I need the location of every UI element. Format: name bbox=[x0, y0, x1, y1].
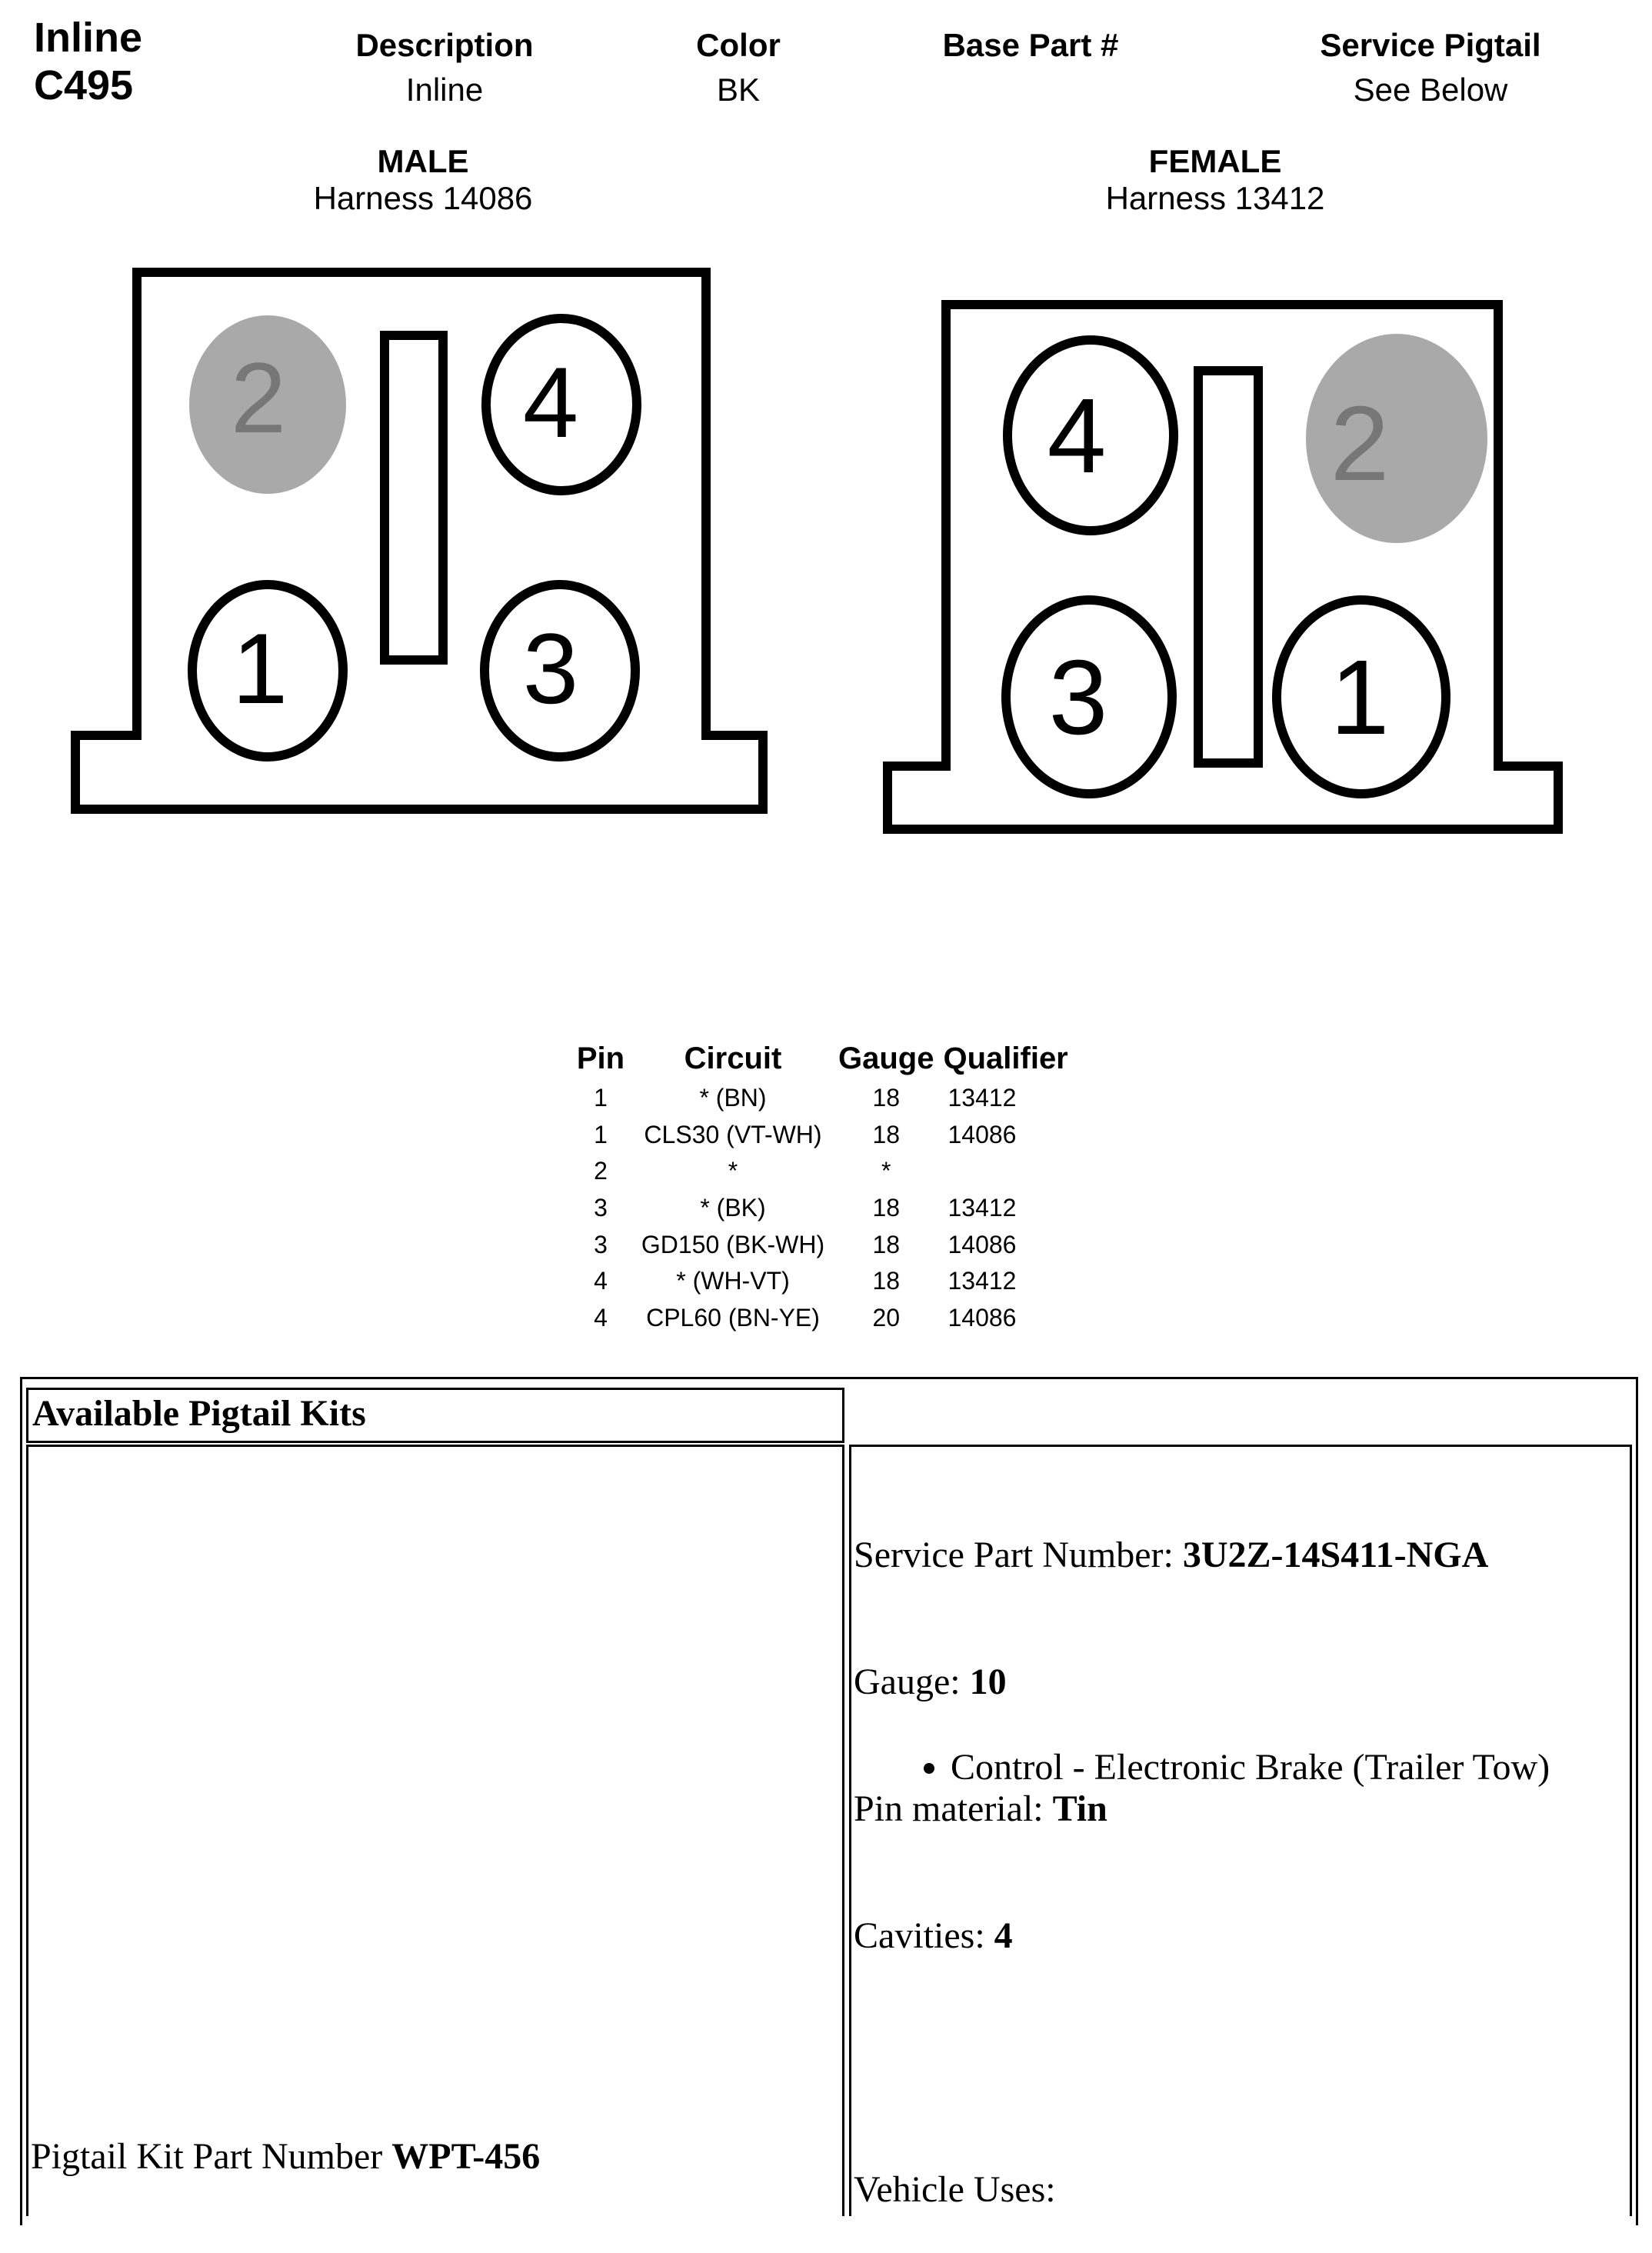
qualifier-header: Qualifier bbox=[943, 1041, 1068, 1075]
pin-cell: 1 bbox=[594, 1084, 608, 1112]
table-row bbox=[569, 1300, 1073, 1337]
gauge-value: 10 bbox=[969, 1661, 1007, 1702]
gauge-cell: 18 bbox=[872, 1084, 901, 1112]
circuit-cell: * (BN) bbox=[699, 1084, 767, 1112]
gauge-cell: 18 bbox=[872, 1120, 901, 1148]
pigtail-section-title: Available Pigtail Kits bbox=[32, 1393, 366, 1434]
connector-title bbox=[34, 14, 142, 109]
circuit-cell: * (WH-VT) bbox=[676, 1267, 790, 1295]
header-base-part bbox=[908, 23, 1154, 68]
header-service-pigtail bbox=[1277, 23, 1584, 112]
qualifier-cell: 14086 bbox=[948, 1303, 1017, 1331]
male-header bbox=[269, 143, 577, 217]
description-value: Inline bbox=[405, 72, 484, 108]
table-row bbox=[569, 1190, 1073, 1227]
connector-id: C495 bbox=[34, 62, 134, 108]
female-title: FEMALE bbox=[1148, 143, 1282, 179]
kit-value: WPT-456 bbox=[391, 2136, 541, 2177]
pin-cell: 4 bbox=[594, 1303, 608, 1331]
male-harness: Harness 14086 bbox=[313, 180, 533, 216]
service-part-line bbox=[854, 1534, 1488, 1576]
cavities-line bbox=[854, 1915, 1488, 1957]
gauge-line bbox=[854, 1661, 1488, 1703]
circuit-header: Circuit bbox=[684, 1041, 782, 1075]
description-label: Description bbox=[355, 27, 534, 63]
male-pin-label-3: 3 bbox=[522, 612, 579, 725]
header-description bbox=[329, 23, 560, 112]
pin-table bbox=[569, 1037, 1073, 1336]
male-pin-label-2: 2 bbox=[230, 342, 287, 454]
qualifier-cell: 13412 bbox=[948, 1194, 1017, 1222]
table-row bbox=[569, 1153, 1073, 1190]
gauge-header: Gauge bbox=[838, 1041, 934, 1075]
female-pin-label-4: 4 bbox=[1047, 377, 1107, 495]
gauge-cell: 20 bbox=[872, 1303, 901, 1331]
circuit-cell: CLS30 (VT-WH) bbox=[644, 1120, 822, 1148]
pin-material-value: Tin bbox=[1052, 1788, 1107, 1829]
vehicle-uses-list bbox=[915, 1746, 1550, 1788]
pigtail-details bbox=[854, 1449, 1488, 2253]
pigtail-kit-part-number bbox=[31, 2134, 540, 2180]
male-pin-label-1: 1 bbox=[231, 612, 288, 725]
female-pin-label-3: 3 bbox=[1048, 638, 1108, 757]
female-pin-label-2: 2 bbox=[1330, 385, 1390, 503]
pin-table-header bbox=[569, 1037, 1073, 1080]
color-label: Color bbox=[696, 27, 781, 63]
pin-header: Pin bbox=[576, 1041, 625, 1075]
cavities-value: 4 bbox=[994, 1915, 1013, 1956]
pin-material-line bbox=[854, 1788, 1488, 1830]
cavities-label: Cavities: bbox=[854, 1915, 994, 1956]
pin-cell: 3 bbox=[594, 1194, 608, 1222]
service-part-value: 3U2Z-14S411-NGA bbox=[1182, 1535, 1489, 1575]
base-part-label: Base Part # bbox=[942, 27, 1119, 63]
male-key-slot bbox=[385, 335, 443, 660]
pin-cell: 2 bbox=[594, 1157, 608, 1185]
header-color bbox=[661, 23, 815, 112]
pin-material-label: Pin material: bbox=[854, 1788, 1053, 1829]
table-row bbox=[569, 1226, 1073, 1263]
female-harness: Harness 13412 bbox=[1105, 180, 1325, 216]
table-row bbox=[569, 1117, 1073, 1154]
gauge-cell: 18 bbox=[872, 1230, 901, 1258]
male-connector-diagram bbox=[0, 231, 815, 831]
pigtail-kit-cell bbox=[26, 1445, 844, 2216]
qualifier-cell: 14086 bbox=[948, 1230, 1017, 1258]
qualifier-cell: 13412 bbox=[948, 1267, 1017, 1295]
service-part-label: Service Part Number: bbox=[854, 1535, 1183, 1575]
female-header bbox=[1061, 143, 1369, 217]
table-row bbox=[569, 1263, 1073, 1300]
circuit-cell: * (BK) bbox=[700, 1194, 766, 1222]
table-row bbox=[569, 1080, 1073, 1117]
qualifier-cell bbox=[938, 1153, 1072, 1190]
gauge-cell: 18 bbox=[872, 1194, 901, 1222]
kit-label: Pigtail Kit Part Number bbox=[31, 2136, 392, 2177]
circuit-cell: GD150 (BK-WH) bbox=[641, 1230, 825, 1258]
female-pin-label-1: 1 bbox=[1330, 638, 1390, 757]
female-key-slot bbox=[1198, 371, 1258, 763]
male-pin-label-4: 4 bbox=[522, 346, 579, 458]
service-pigtail-value: See Below bbox=[1353, 72, 1508, 108]
qualifier-cell: 13412 bbox=[948, 1084, 1017, 1112]
gauge-cell: * bbox=[881, 1157, 891, 1185]
gauge-cell: 18 bbox=[872, 1267, 901, 1295]
male-title: MALE bbox=[377, 143, 469, 179]
service-pigtail-label: Service Pigtail bbox=[1320, 27, 1541, 63]
vehicle-uses-label: Vehicle Uses: bbox=[854, 2169, 1056, 2210]
pin-cell: 1 bbox=[594, 1120, 608, 1148]
connector-type: Inline bbox=[34, 15, 143, 61]
male-connector-outline bbox=[75, 272, 763, 809]
qualifier-cell: 14086 bbox=[948, 1120, 1017, 1148]
gauge-label: Gauge: bbox=[854, 1661, 970, 1702]
circuit-cell: * bbox=[728, 1157, 738, 1185]
pin-cell: 4 bbox=[594, 1267, 608, 1295]
female-connector-diagram bbox=[846, 262, 1652, 862]
vehicle-use-item: • Control - Electronic Brake (Trailer Tow) bbox=[951, 1746, 1550, 1788]
pin-cell: 3 bbox=[594, 1230, 608, 1258]
color-value: BK bbox=[716, 72, 761, 108]
circuit-cell: CPL60 (BN-YE) bbox=[646, 1303, 820, 1331]
